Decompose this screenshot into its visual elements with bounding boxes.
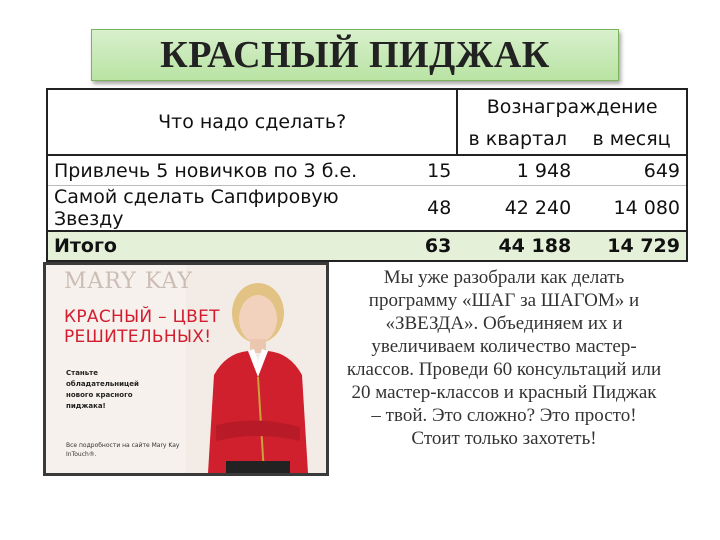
task-cell: Самой сделать Сапфировую Звезду: [47, 186, 411, 232]
woman-in-red-jacket-illustration: [186, 265, 326, 473]
body-text: Мы уже разобрали как делать программу «ШАГ за ШАГОМ» и «ЗВЕЗДА». Объединяем их и увеличиваем количество мастер-классов. Проведи 60 консультаций или 20 мастер-классов и красный Пиджак – твой. Это сложно? Это просто! Стоит только захотеть!: [346, 267, 662, 449]
total-row: [47, 231, 687, 261]
table-row: [47, 155, 687, 186]
total-label: Итого: [47, 231, 411, 261]
total-month: 14 729: [577, 231, 687, 261]
total-quarter: 44 188: [457, 231, 577, 261]
promo-image: [43, 262, 329, 476]
total-count: 63: [411, 231, 457, 261]
title-banner: [91, 29, 619, 81]
promo-headline-line-2: РЕШИТЕЛЬНЫХ!: [64, 327, 212, 347]
quarter-header: в квартал: [457, 123, 577, 155]
task-cell: Привлечь 5 новичков по 3 б.е.: [47, 155, 411, 186]
reward-header: Вознаграждение: [457, 89, 687, 123]
question-header: Что надо сделать?: [47, 89, 457, 155]
month-header: в месяц: [577, 123, 687, 155]
promo-headline-line-1: КРАСНЫЙ – ЦВЕТ: [64, 307, 220, 327]
count-cell: 48: [427, 197, 452, 219]
promo-description: Станьте обладательницей нового красного пиджака!: [66, 369, 139, 410]
month-cell: 649: [577, 155, 687, 186]
page-title: КРАСНЫЙ ПИДЖАК: [160, 34, 550, 76]
reward-table: [46, 88, 688, 262]
promo-footer: Все подробности на сайте Mary Kay InTouch®.: [66, 442, 180, 458]
quarter-cell: 42 240: [504, 197, 572, 219]
count-cell: 15: [411, 155, 457, 186]
table-row: [47, 186, 687, 232]
quarter-cell: 1 948: [457, 155, 577, 186]
promo-headline: [64, 307, 220, 347]
brand-logo: MARY KAY: [64, 269, 193, 294]
month-cell: 14 080: [577, 186, 687, 232]
